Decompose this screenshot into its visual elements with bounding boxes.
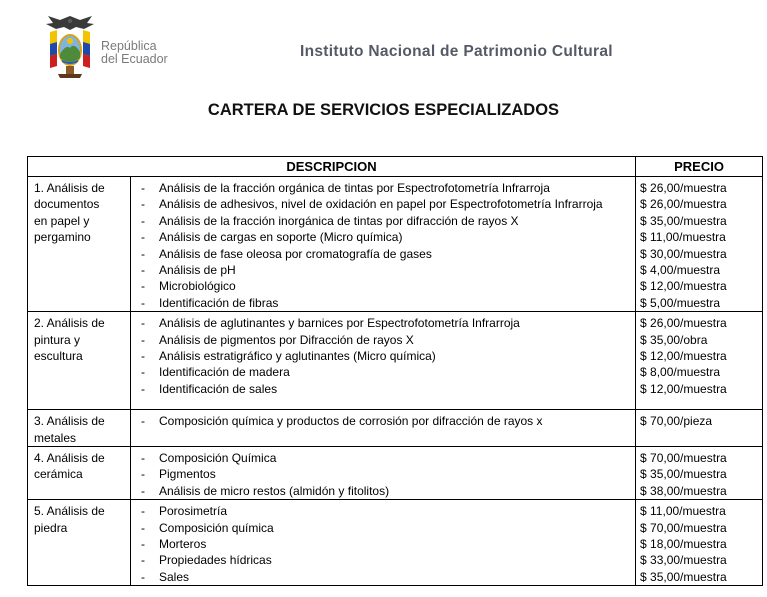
services-table <box>27 156 763 586</box>
category-label-line: en papel y <box>34 213 90 228</box>
bullet-dash: - <box>141 536 145 551</box>
category-label-line: metales <box>34 430 77 445</box>
service-group-row <box>28 500 763 586</box>
list-item <box>131 213 635 229</box>
service-name: Porosimetría <box>159 504 228 519</box>
bullet-dash: - <box>141 467 145 482</box>
service-price: $ 38,00/muestra <box>640 483 727 498</box>
service-name: Pigmentos <box>159 467 216 482</box>
category-label-line: pintura y <box>34 332 81 347</box>
service-name: Análisis de cargas en soporte (Micro química) <box>159 230 403 245</box>
service-name: Composición Química <box>159 450 277 465</box>
list-item <box>131 332 635 348</box>
bullet-dash: - <box>141 332 145 347</box>
list-item <box>131 315 635 331</box>
service-name: Propiedades hídricas <box>159 553 272 568</box>
category-cell <box>28 500 131 586</box>
list-item <box>131 295 635 311</box>
bullet-dash: - <box>141 504 145 519</box>
price-list-cell <box>636 446 763 499</box>
service-price: $ 26,00/muestra <box>640 316 727 331</box>
service-name: Análisis de pH <box>159 262 236 277</box>
service-price: $ 12,00/muestra <box>640 348 727 363</box>
service-name: Composición química y productos de corrosión por difracción de rayos x <box>159 414 543 429</box>
service-price: $ 70,00/muestra <box>640 520 727 535</box>
bullet-dash: - <box>141 365 145 380</box>
price-list-cell <box>636 500 763 586</box>
bullet-dash: - <box>141 316 145 331</box>
bullet-dash: - <box>141 213 145 228</box>
service-price: $ 12,00/muestra <box>640 279 727 294</box>
service-name: Análisis estratigráfico y aglutinantes (Micro química) <box>159 348 436 363</box>
service-name: Análisis de fase oleosa por cromatografía de gases <box>159 246 432 261</box>
bullet-dash: - <box>141 348 145 363</box>
service-price: $ 33,00/muestra <box>640 553 727 568</box>
service-name: Identificación de madera <box>159 365 290 380</box>
category-cell <box>28 410 131 447</box>
bullet-dash: - <box>141 450 145 465</box>
category-label-line: 2. Análisis de <box>34 316 105 331</box>
category-cell <box>28 177 131 312</box>
list-item <box>131 569 635 585</box>
institute-name: Instituto Nacional de Patrimonio Cultural <box>300 43 613 60</box>
description-header: DESCRIPCION <box>28 157 636 177</box>
list-item <box>131 381 635 397</box>
bullet-dash: - <box>141 381 145 396</box>
list-item <box>131 196 635 212</box>
list-item <box>131 229 635 245</box>
service-price: $ 35,00/muestra <box>640 467 727 482</box>
service-price: $ 11,00/muestra <box>640 230 726 245</box>
category-label-line: documentos <box>34 197 100 212</box>
service-price: $ 70,00/pieza <box>640 414 713 429</box>
service-name: Análisis de aglutinantes y barnices por Espectrofotometría Infrarroja <box>159 316 520 331</box>
table-header-row <box>28 157 763 177</box>
service-name: Composición química <box>159 520 274 535</box>
service-name: Análisis de la fracción orgánica de tintas por Espectrofotometría Infrarroja <box>159 181 550 195</box>
republic-name-line2: del Ecuador <box>101 52 168 66</box>
price-list-cell <box>636 312 763 410</box>
service-list-cell <box>131 410 636 447</box>
list-item <box>131 552 635 568</box>
category-label-line: cerámica <box>34 467 83 482</box>
category-label-line: escultura <box>34 348 83 363</box>
price-header: PRECIO <box>636 157 763 177</box>
list-item <box>131 278 635 294</box>
service-price: $ 30,00/muestra <box>640 246 727 261</box>
ecuador-coat-of-arms-logo <box>44 14 96 80</box>
price-list-cell <box>636 410 763 447</box>
service-group-row <box>28 410 763 447</box>
list-item <box>131 466 635 482</box>
list-item <box>131 536 635 552</box>
bullet-dash: - <box>141 520 145 535</box>
list-item <box>131 364 635 380</box>
list-item <box>131 450 635 466</box>
bullet-dash: - <box>141 181 145 195</box>
service-name: Identificación de sales <box>159 381 278 396</box>
service-price: $ 18,00/muestra <box>640 536 727 551</box>
bullet-dash: - <box>141 295 145 310</box>
service-list-cell <box>131 500 636 586</box>
service-group-row <box>28 446 763 499</box>
list-item <box>131 246 635 262</box>
service-price: $ 26,00/muestra <box>640 197 727 212</box>
service-price: $ 35,00/muestra <box>640 569 727 584</box>
service-name: Análisis de pigmentos por Difracción de rayos X <box>159 332 414 347</box>
republic-name-line1: República <box>101 39 157 53</box>
bullet-dash: - <box>141 414 145 429</box>
bullet-dash: - <box>141 246 145 261</box>
service-price: $ 26,00/muestra <box>640 181 727 195</box>
service-price: $ 35,00/muestra <box>640 213 727 228</box>
bullet-dash: - <box>141 569 145 584</box>
price-list-cell <box>636 177 763 312</box>
category-label-line: 1. Análisis de <box>34 181 105 195</box>
service-name: Microbiológico <box>159 279 236 294</box>
list-item <box>131 413 635 429</box>
list-item <box>131 348 635 364</box>
service-name: Sales <box>159 569 190 584</box>
category-label-line: 4. Análisis de <box>34 450 105 465</box>
service-name: Análisis de micro restos (almidón y fitolitos) <box>159 483 390 498</box>
list-item <box>131 262 635 278</box>
service-price: $ 11,00/muestra <box>640 504 726 519</box>
page-title: CARTERA DE SERVICIOS ESPECIALIZADOS <box>207 101 560 119</box>
service-name: Morteros <box>159 536 207 551</box>
service-list-cell <box>131 177 636 312</box>
category-cell <box>28 446 131 499</box>
category-label-line: 5. Análisis de <box>34 504 105 519</box>
category-label-line: pergamino <box>34 230 91 245</box>
category-cell <box>28 312 131 410</box>
service-list-cell <box>131 312 636 410</box>
category-label-line: 3. Análisis de <box>34 414 105 429</box>
list-item <box>131 520 635 536</box>
service-price: $ 70,00/muestra <box>640 450 727 465</box>
service-price: $ 4,00/muestra <box>640 262 721 277</box>
list-item <box>131 180 635 196</box>
list-item <box>131 483 635 499</box>
bullet-dash: - <box>141 279 145 294</box>
bullet-dash: - <box>141 483 145 498</box>
republic-name <box>101 40 168 66</box>
service-price: $ 35,00/obra <box>640 332 708 347</box>
service-name: Identificación de fibras <box>159 295 279 310</box>
bullet-dash: - <box>141 553 145 568</box>
service-group-row <box>28 312 763 410</box>
bullet-dash: - <box>141 262 145 277</box>
service-price: $ 8,00/muestra <box>640 365 721 380</box>
bullet-dash: - <box>141 197 145 212</box>
bullet-dash: - <box>141 230 145 245</box>
service-price: $ 12,00/muestra <box>640 381 727 396</box>
list-item <box>131 503 635 519</box>
service-list-cell <box>131 446 636 499</box>
service-name: Análisis de la fracción inorgánica de tintas por difracción de rayos X <box>159 213 519 228</box>
service-group-row <box>28 177 763 312</box>
category-label-line: piedra <box>34 520 68 535</box>
service-name: Análisis de adhesivos, nivel de oxidación en papel por Espectrofotometría Infrarroja <box>159 197 603 212</box>
service-price: $ 5,00/muestra <box>640 295 721 310</box>
